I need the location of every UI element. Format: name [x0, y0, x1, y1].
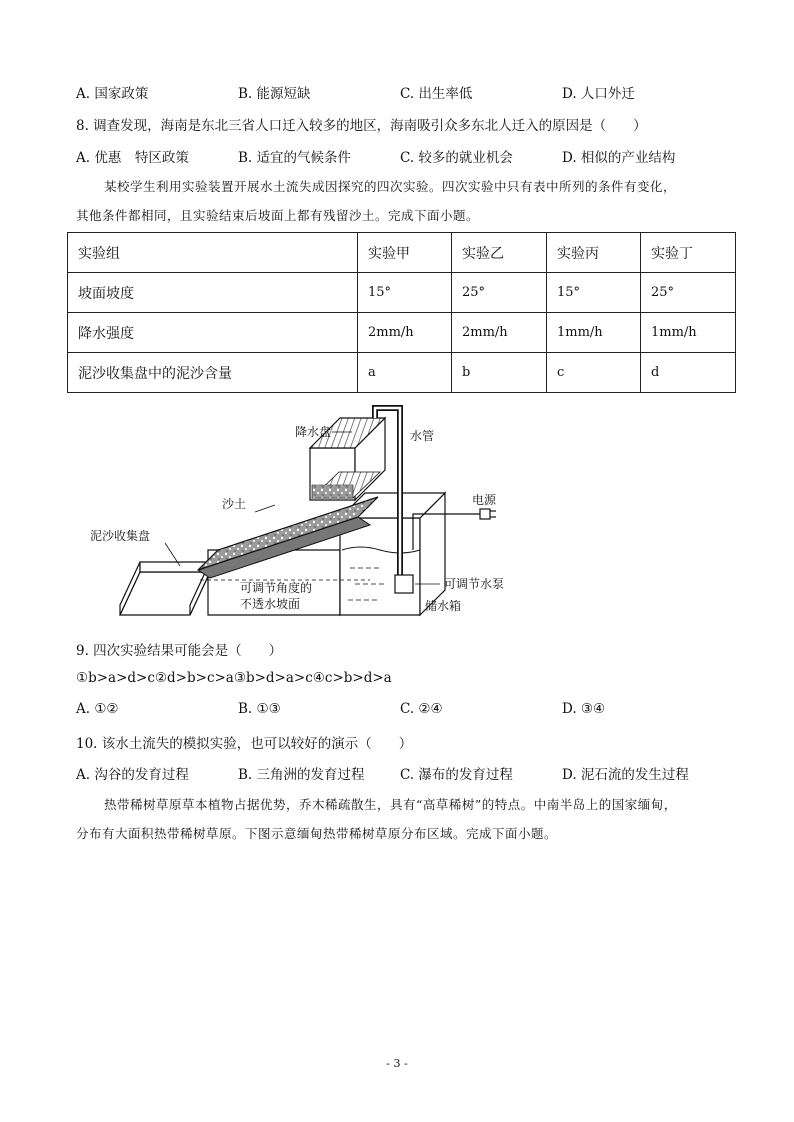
q8-stem: 8. 调查发现，海南是东北三省人口迁入较多的地区，海南吸引众多东北人迁入的原因是（ ）: [76, 118, 647, 134]
table-cell: 泥沙收集盘中的泥沙含量: [68, 353, 358, 393]
q10-option-b: B. 三角洲的发育过程: [238, 767, 365, 783]
table-cell: c: [547, 353, 641, 393]
label-rain-tray: 降水盘: [295, 425, 332, 439]
table-cell: 降水强度: [68, 313, 358, 353]
table-cell: 15°: [547, 273, 641, 313]
label-water-pipe: 水管: [410, 429, 435, 443]
table-cell: 实验丙: [547, 233, 641, 273]
q9-option-d: D. ③④: [562, 701, 606, 717]
q7-option-a: A. 国家政策: [76, 86, 149, 102]
table-cell: 2mm/h: [452, 313, 547, 353]
table-cell: 15°: [358, 273, 452, 313]
q10-option-c: C. 瀑布的发育过程: [400, 767, 513, 783]
plug-icon: [480, 509, 490, 519]
label-tank: 储水箱: [425, 599, 462, 613]
label-sand-soil: 沙土: [222, 497, 247, 511]
q8-option-b: B. 适宜的气候条件: [238, 150, 352, 166]
q9-option-c: C. ②④: [400, 701, 443, 717]
table-cell: 1mm/h: [641, 313, 736, 353]
q8-option-d: D. 相似的产业结构: [562, 150, 676, 166]
q7-option-d: D. 人口外迁: [562, 86, 635, 102]
q9-option-a: A. ①②: [76, 701, 119, 717]
intro2-line2: 分布有大面积热带稀树草原。下图示意缅甸热带稀树草原分布区域。完成下面小题。: [76, 826, 558, 841]
q8-option-a: A. 优惠 特区政策: [76, 150, 189, 166]
q9-choices: ①b>a>d>c②d>b>c>a③b>d>a>c④c>b>d>a: [76, 670, 392, 686]
intro2-line1: 热带稀树草原草本植物占据优势，乔木稀疏散生，具有“高草稀树”的特点。中南半岛上的国家缅甸，: [104, 797, 677, 812]
table-cell: 实验组: [68, 233, 358, 273]
table-row: [68, 273, 736, 313]
experiment-table: [67, 232, 736, 393]
q10-option-a: A. 沟谷的发育过程: [76, 767, 189, 783]
intro1-line1: 某校学生利用实验装置开展水土流失成因探究的四次实验。四次实验中只有表中所列的条件有变化，: [104, 179, 677, 194]
label-slope-line2: 不透水坡面: [240, 597, 301, 611]
label-power: 电源: [472, 493, 497, 507]
table-cell: 1mm/h: [547, 313, 641, 353]
q10-stem: 10. 该水土流失的模拟实验，也可以较好的演示（ ）: [76, 736, 413, 752]
table-row: [68, 313, 736, 353]
label-sediment-tray: 泥沙收集盘: [90, 529, 151, 543]
table-cell: 25°: [641, 273, 736, 313]
table-cell: 实验乙: [452, 233, 547, 273]
pump-shape: [395, 575, 413, 593]
sediment-tray-shape: [120, 562, 210, 615]
table-header-row: [68, 233, 736, 273]
q7-option-c: C. 出生率低: [400, 86, 473, 102]
q9-stem: 9. 四次实验结果可能会是（ ）: [76, 643, 283, 659]
table-cell: a: [358, 353, 452, 393]
q8-option-c: C. 较多的就业机会: [400, 150, 513, 166]
label-pump: 可调节水泵: [444, 577, 505, 591]
table-cell: 实验丁: [641, 233, 736, 273]
table-row: [68, 353, 736, 393]
table-cell: 实验甲: [358, 233, 452, 273]
label-slope-line1: 可调节角度的: [240, 581, 313, 595]
page-number: - 3 -: [386, 1057, 408, 1070]
table-cell: d: [641, 353, 736, 393]
q7-option-b: B. 能源短缺: [238, 86, 311, 102]
table-cell: 25°: [452, 273, 547, 313]
table-cell: b: [452, 353, 547, 393]
experiment-apparatus-diagram: [80, 400, 520, 625]
table-cell: 2mm/h: [358, 313, 452, 353]
intro1-line2: 其他条件都相同，且实验结束后坡面上都有残留沙土。完成下面小题。: [76, 208, 480, 223]
q9-option-b: B. ①③: [238, 701, 281, 717]
q10-option-d: D. 泥石流的发生过程: [562, 767, 689, 783]
table-cell: 坡面坡度: [68, 273, 358, 313]
